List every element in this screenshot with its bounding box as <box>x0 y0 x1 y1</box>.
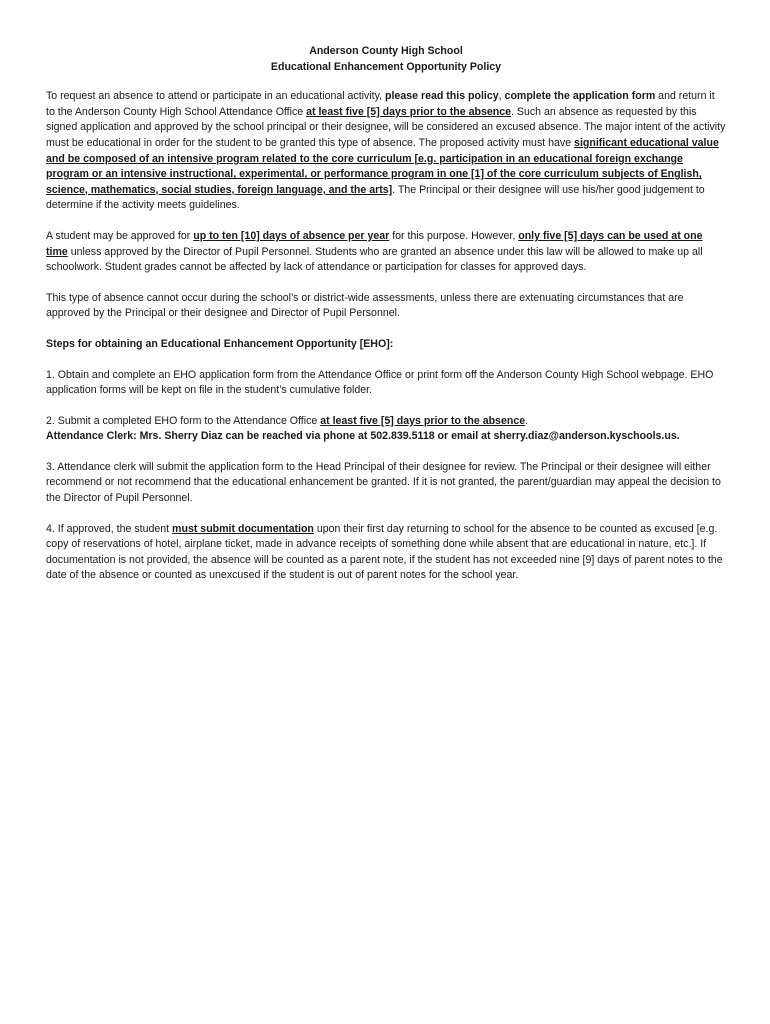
step-4-text-2: upon their first day returning to school for the absence to be counted as excused [e.g. copy of reservations of hotel, airplane ticket, made in advance receipts of something done while absent that are educational in nature, etc.]. If documentation is not provided, the absence will be counted as a parent note, if the student has not exceeded nine [9] days of parent notes to the date of the absence or counted as unexcused if the student is out of parent notes for the school year. <box>46 522 723 582</box>
step-2-text-1: 2. Submit a completed EHO form to the Attendance Office <box>46 414 321 427</box>
approval-limits-paragraph <box>46 229 726 276</box>
intro-text-4: . Such an absence as requested by this signed application and approved by the school principal or their designee, will be considered an excused absence. The major intent of the activity must be educational in order for the student to be granted this type of absence. The proposed activity must have <box>46 105 726 149</box>
step-4 <box>46 522 726 584</box>
read-policy-emphasis: please read this policy <box>385 90 499 103</box>
five-days-prior-emphasis: at least five [5] days prior to the absence <box>306 105 512 118</box>
limits-text-1: A student may be approved for <box>46 229 194 242</box>
step-2-deadline-emphasis: at least five [5] days prior to the absence <box>320 414 526 427</box>
intro-text-1: To request an absence to attend or participate in an educational activity, <box>46 90 386 103</box>
educational-value-emphasis: significant educational value and be composed of an intensive program related to the core curriculum [e.g. participation in an educational foreign exchange program or an intensive instructional, experimental, or performance program in one [1] of the core curriculum subjects of English, science, mathematics, social studies, foreign language, and the arts] <box>46 136 719 196</box>
assessment-paragraph: This type of absence cannot occur during the school’s or district-wide assessments, unless there are extenuating circumstances that are approved by the Principal or their designee and Director of Pupil Personnel. <box>46 291 684 320</box>
step-3: 3. Attendance clerk will submit the application form to the Head Principal of their designee for review. The Principal or their designee will either recommend or not recommend that the educational enhancement be granted. If it is not granted, the parent/guardian may appeal the decision to the Director of Pupil Personnel. <box>46 460 721 505</box>
attendance-clerk-contact: Attendance Clerk: Mrs. Sherry Diaz can be reached via phone at 502.839.5118 or email at sherry.diaz@anderson.kyschools.us. <box>46 430 680 443</box>
step-2 <box>46 414 726 445</box>
intro-text-2: , <box>498 90 505 103</box>
intro-text-3: and return it to the Anderson County High School Attendance Office <box>46 90 715 118</box>
documentation-emphasis: must submit documentation <box>172 522 314 535</box>
school-name: Anderson County High School <box>309 45 463 57</box>
intro-text-5: . The Principal or their designee will use his/her good judgement to determine if the activity meets guidelines. <box>46 183 705 212</box>
policy-document <box>46 44 726 599</box>
ten-days-emphasis: up to ten [10] days of absence per year <box>193 229 390 242</box>
steps-heading: Steps for obtaining an Educational Enhancement Opportunity [EHO]: <box>46 337 394 350</box>
step-4-text-1: 4. If approved, the student <box>46 522 173 535</box>
five-days-at-once-emphasis: only five [5] days can be used at one time <box>46 229 703 258</box>
step-1: 1. Obtain and complete an EHO application form from the Attendance Office or print form off the Anderson County High School webpage. EHO application forms will be kept on file in the student’s cumulative folder. <box>46 368 714 397</box>
step-2-text-2: . <box>525 414 529 427</box>
policy-title: Educational Enhancement Opportunity Policy <box>270 60 502 73</box>
complete-form-emphasis: complete the application form <box>504 90 656 103</box>
intro-paragraph <box>46 89 726 214</box>
document-title <box>46 44 726 75</box>
limits-text-2: for this purpose. However, <box>389 229 519 242</box>
limits-text-3: unless approved by the Director of Pupil Personnel. Students who are granted an absence under this law will be allowed to make up all schoolwork. Student grades cannot be affected by lack of attendance or participation for classes for approved days. <box>46 245 703 274</box>
